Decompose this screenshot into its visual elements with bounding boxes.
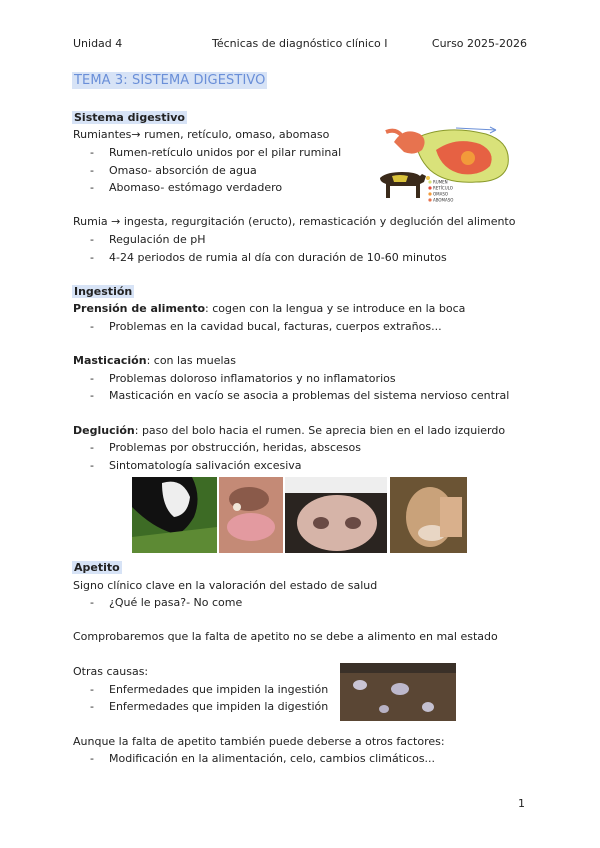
svg-text:RETÍCULO: RETÍCULO <box>433 185 453 191</box>
list-item: - Problemas doloroso inflamatorios y no inflamatorios <box>90 372 396 385</box>
paragraph-signo: Signo clínico clave en la valoración del estado de salud <box>73 579 378 592</box>
skin-lesion-photo <box>340 663 456 721</box>
list-item: - ¿Qué le pasa?- No come <box>90 596 243 609</box>
paragraph-comprobaremos: Comprobaremos que la falta de apetito no se debe a alimento en mal estado <box>73 630 498 643</box>
svg-text:ABOMASO: ABOMASO <box>433 197 454 202</box>
paragraph-otras-causas: Otras causas: <box>73 665 149 678</box>
list-item: - Modificación en la alimentación, celo, cambios climáticos... <box>90 752 436 765</box>
list-item: - Omaso- absorción de agua <box>90 164 257 177</box>
section-heading-apetito: Apetito <box>74 561 120 574</box>
list-item: - Enfermedades que impiden la digestión <box>90 700 329 713</box>
page-number: 1 <box>518 797 525 810</box>
list-item: - Problemas por obstrucción, heridas, abscesos <box>90 441 361 454</box>
list-item: - Sintomatología salivación excesiva <box>90 459 302 472</box>
header-subject: Técnicas de diagnóstico clínico I <box>212 37 388 50</box>
paragraph-masticacion: Masticación: con las muelas <box>73 354 237 367</box>
page-title: TEMA 3: SISTEMA DIGESTIVO <box>74 73 266 88</box>
list-item: - Rumen-retículo unidos por el pilar ruminal <box>90 146 342 159</box>
list-item: - Masticación en vacío se asocia a problemas del sistema nervioso central <box>90 389 510 402</box>
ruminant-stomach-diagram <box>376 120 522 202</box>
cow-muzzle-photo <box>285 477 387 553</box>
paragraph-aunque: Aunque la falta de apetito también puede deberse a otros factores: <box>73 735 445 748</box>
section-heading-digestivo: Sistema digestivo <box>74 111 185 124</box>
paragraph-rumia: Rumia → ingesta, regurgitación (eructo), remasticación y deglución del alimento <box>73 215 516 228</box>
svg-text:RUMEN: RUMEN <box>433 179 448 185</box>
section-heading-ingestion: Ingestión <box>74 285 133 298</box>
list-item: - Regulación de pH <box>90 233 206 246</box>
list-item: - Abomaso- estómago verdadero <box>90 181 283 194</box>
paragraph-deglucion: Deglución: paso del bolo hacia el rumen. Se aprecia bien en el lado izquierdo <box>73 424 506 437</box>
svg-text:OMASO: OMASO <box>433 191 449 197</box>
salivation-photo <box>390 477 467 553</box>
header-course: Curso 2025-2026 <box>431 37 527 50</box>
list-item: - Problemas en la cavidad bucal, facturas, cuerpos extraños... <box>90 320 442 333</box>
paragraph-rumiantes: Rumiantes→ rumen, retículo, omaso, abomaso <box>73 128 330 141</box>
oral-lesion-photo <box>219 477 283 553</box>
paragraph-prension: Prensión de alimento: cogen con la lengua y se introduce en la boca <box>73 302 466 315</box>
cow-grazing-photo <box>132 477 217 553</box>
header-unit: Unidad 4 <box>73 37 123 50</box>
list-item: - 4-24 periodos de rumia al día con duración de 10-60 minutos <box>90 251 447 264</box>
list-item: - Enfermedades que impiden la ingestión <box>90 683 329 696</box>
